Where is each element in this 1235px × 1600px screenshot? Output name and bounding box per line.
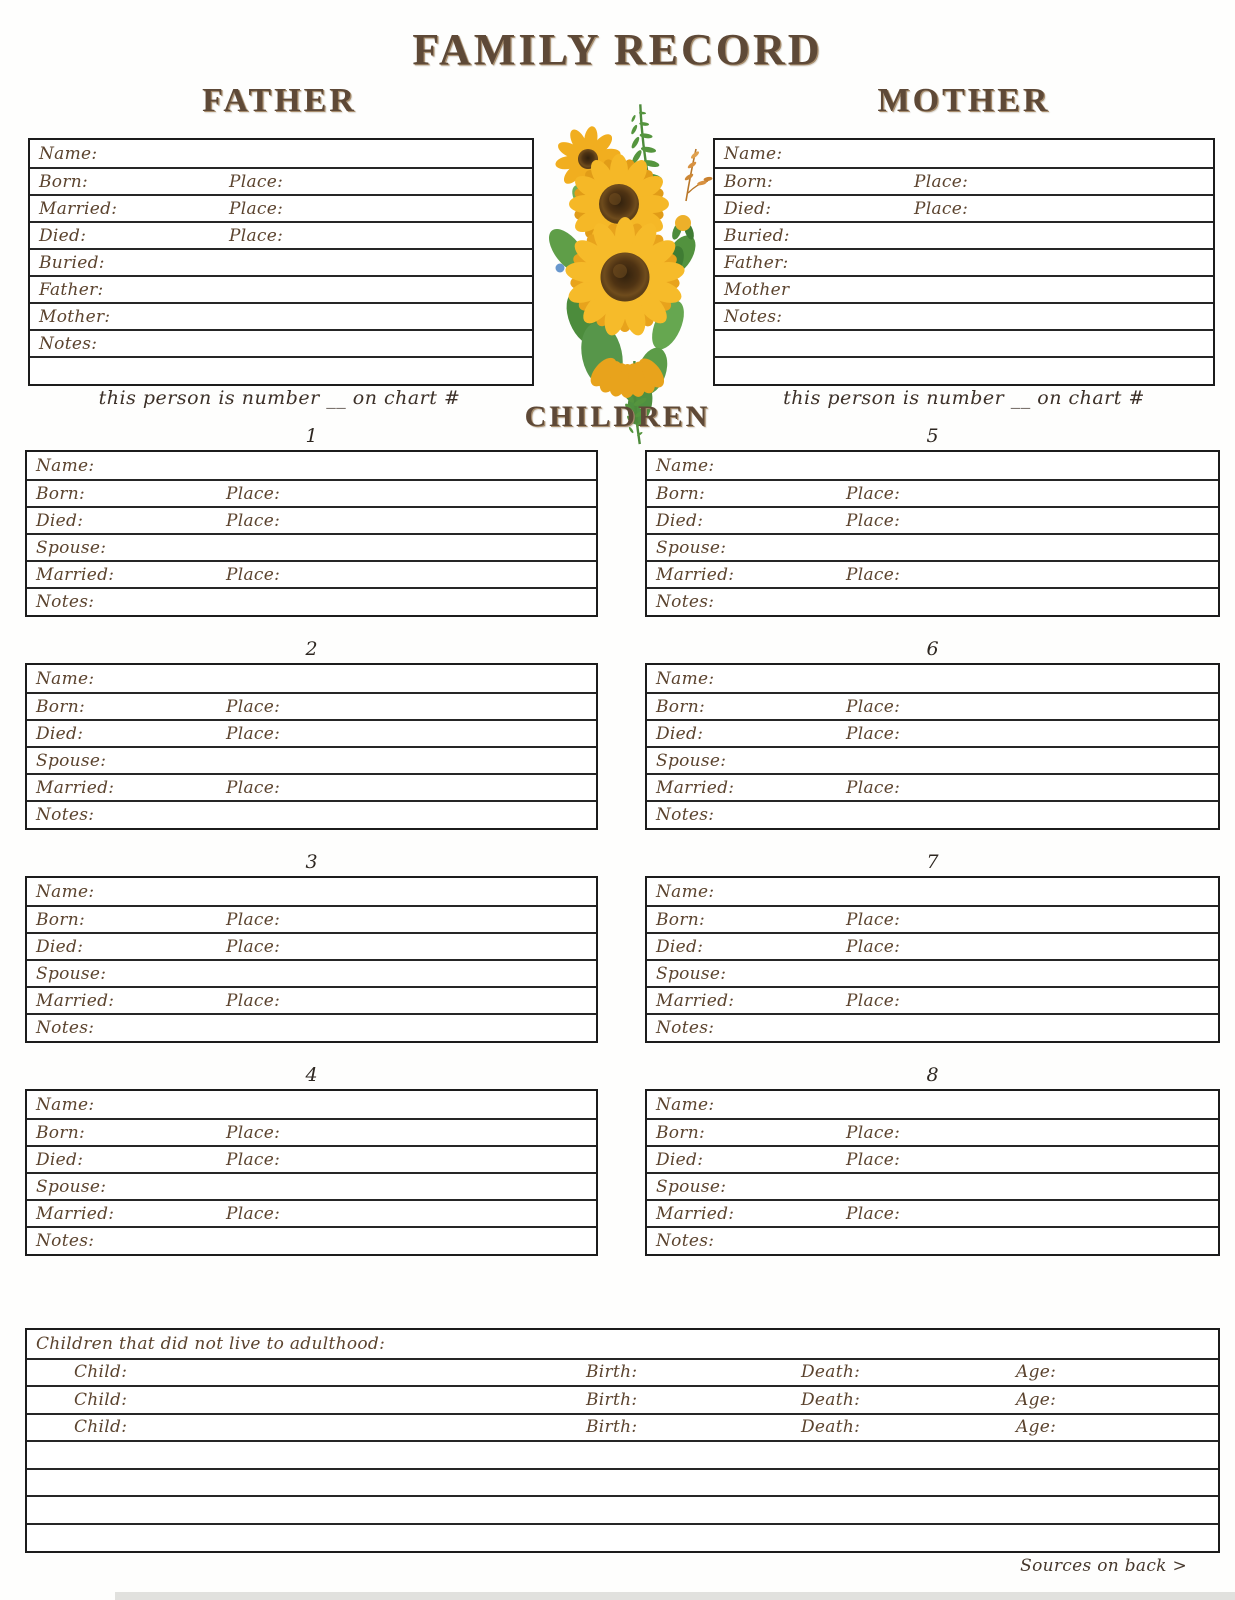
child-record-rows [645,1089,1220,1256]
field-label: Spouse: [656,1176,727,1197]
field-label: Place: [226,990,281,1011]
father-heading: FATHER [202,82,357,119]
field-label: Place: [226,723,281,744]
form-row [715,221,1213,248]
field-label: Married: [656,990,735,1011]
form-row [715,140,1213,167]
field-label: Died: [39,225,87,246]
form-row [27,905,596,932]
field-label: Born: [656,696,706,717]
form-row [647,1145,1218,1172]
mother-record-box [713,138,1215,386]
field-label: Born: [36,483,86,504]
field-label: Death: [801,1389,861,1410]
page-title: FAMILY RECORD [412,25,823,74]
form-row [27,878,596,905]
field-label: Notes: [36,804,95,825]
orange-sprig [684,149,713,201]
field-label: Notes: [656,591,715,612]
form-row [27,479,596,506]
child-record-rows [645,663,1220,830]
form-row [715,302,1213,329]
form-row [27,1330,1218,1358]
field-label: Age: [1016,1362,1057,1383]
field-label: Notes: [36,1230,95,1251]
field-label: Married: [36,1203,115,1224]
field-label: Notes: [656,1017,715,1038]
form-row [647,932,1218,959]
field-label: Name: [724,143,783,164]
form-row [647,773,1218,800]
field-label: Spouse: [656,537,727,558]
field-label: Place: [846,696,901,717]
field-label: Place: [229,225,284,246]
form-row [30,167,532,194]
form-row [27,1091,596,1118]
field-label: Place: [226,696,281,717]
field-label: Born: [656,1122,706,1143]
form-row [715,329,1213,356]
child-record-box-2 [25,638,598,830]
field-label: Married: [656,1203,735,1224]
form-row [647,587,1218,614]
child-number: 8 [926,1064,939,1086]
field-label: Married: [36,990,115,1011]
form-row [27,1523,1218,1551]
field-label: Place: [226,1203,281,1224]
form-row [715,356,1213,383]
field-label: Died: [656,510,704,531]
field-label: Notes: [724,306,783,327]
field-label: Birth: [586,1389,638,1410]
form-row [27,1199,596,1226]
form-row [27,1468,1218,1496]
form-row [27,959,596,986]
child-number: 4 [305,1064,318,1086]
field-label: Name: [36,455,95,476]
field-label: Place: [846,990,901,1011]
children-heading: CHILDREN [524,400,711,433]
form-row [647,800,1218,827]
field-label: Spouse: [656,963,727,984]
field-label: Place: [226,1149,281,1170]
field-label: Mother [724,279,790,300]
field-label: Married: [656,564,735,585]
form-row [647,1199,1218,1226]
form-row [27,746,596,773]
field-label: Married: [656,777,735,798]
form-row [647,986,1218,1013]
form-row [647,746,1218,773]
field-label: Place: [846,909,901,930]
sunflower-bouquet-illustration [540,103,715,450]
child-record-rows [25,450,598,617]
field-label: Place: [226,564,281,585]
field-label: Death: [801,1362,861,1383]
child-number: 1 [305,425,318,447]
field-label: Born: [724,171,774,192]
form-row [27,1013,596,1040]
field-label: Name: [656,668,715,689]
field-label: Buried: [39,252,105,273]
field-label: Place: [846,723,901,744]
field-label: Name: [656,1094,715,1115]
form-row [27,665,596,692]
field-label: Name: [656,881,715,902]
form-row [715,194,1213,221]
form-row [27,452,596,479]
field-label: Child: [74,1417,128,1438]
form-row [27,692,596,719]
child-record-box-1 [25,425,598,617]
child-record-rows [25,663,598,830]
field-label: Born: [36,696,86,717]
field-label: Place: [226,909,281,930]
field-label: Father: [39,279,104,300]
form-row [715,167,1213,194]
form-row [27,506,596,533]
form-row [30,356,532,383]
deceased-children-box [25,1328,1220,1553]
field-label: Married: [36,564,115,585]
field-label: Married: [36,777,115,798]
form-row [27,1358,1218,1386]
field-label: Mother: [39,306,111,327]
field-label: Place: [226,936,281,957]
field-label: Name: [39,143,98,164]
child-number: 3 [305,851,318,873]
form-row [647,1172,1218,1199]
form-row [27,773,596,800]
form-row [27,1495,1218,1523]
field-label: Children that did not live to adulthood: [36,1333,386,1354]
field-label: Father: [724,252,789,273]
child-record-box-3 [25,851,598,1043]
field-label: Place: [914,171,969,192]
child-record-rows [645,876,1220,1043]
field-label: Spouse: [36,750,107,771]
child-record-box-8 [645,1064,1220,1256]
field-label: Buried: [724,225,790,246]
child-record-rows [25,876,598,1043]
field-label: Birth: [586,1417,638,1438]
field-label: Name: [656,455,715,476]
form-row [647,692,1218,719]
form-row [27,1172,596,1199]
form-row [27,1413,1218,1441]
field-label: Spouse: [36,963,107,984]
field-label: Spouse: [656,750,727,771]
form-row [27,719,596,746]
field-label: Died: [656,936,704,957]
child-number: 2 [305,638,318,660]
field-label: Birth: [586,1362,638,1383]
child-number: 6 [926,638,939,660]
field-label: Born: [39,171,89,192]
field-label: Place: [846,1203,901,1224]
field-label: Notes: [656,1230,715,1251]
field-label: Name: [36,1094,95,1115]
form-row [647,1091,1218,1118]
field-label: Place: [914,198,969,219]
father-record-box [28,138,534,386]
form-row [30,248,532,275]
field-label: Child: [74,1389,128,1410]
form-row [27,1440,1218,1468]
form-row [27,587,596,614]
form-row [647,1226,1218,1253]
field-label: Age: [1016,1417,1057,1438]
form-row [647,1013,1218,1040]
field-label: Spouse: [36,1176,107,1197]
field-label: Born: [656,909,706,930]
scan-edge-artifact [115,1592,1235,1600]
form-row [30,140,532,167]
field-label: Child: [74,1362,128,1383]
form-row [27,932,596,959]
field-label: Place: [226,777,281,798]
form-row [27,1118,596,1145]
field-label: Born: [36,1122,86,1143]
form-row [647,878,1218,905]
child-number: 7 [926,851,939,873]
field-label: Place: [846,564,901,585]
child-record-box-4 [25,1064,598,1256]
form-row [647,1118,1218,1145]
form-row [27,1145,596,1172]
field-label: Born: [36,909,86,930]
form-row [30,302,532,329]
field-label: Place: [846,483,901,504]
field-label: Place: [846,777,901,798]
field-label: Notes: [36,1017,95,1038]
field-label: Died: [724,198,772,219]
field-label: Notes: [39,333,98,354]
form-row [647,560,1218,587]
field-label: Born: [656,483,706,504]
field-label: Place: [226,483,281,504]
form-row [647,452,1218,479]
child-record-rows [645,450,1220,617]
form-row [30,221,532,248]
form-row [647,533,1218,560]
field-label: Place: [229,171,284,192]
child-record-rows [25,1089,598,1256]
field-label: Died: [36,723,84,744]
field-label: Notes: [36,591,95,612]
form-row [27,560,596,587]
form-row [30,275,532,302]
field-label: Place: [229,198,284,219]
sources-note: Sources on back > [1020,1556,1187,1576]
field-label: Spouse: [36,537,107,558]
field-label: Place: [846,1149,901,1170]
field-label: Married: [39,198,118,219]
field-label: Place: [226,1122,281,1143]
form-row [715,248,1213,275]
form-row [27,1226,596,1253]
field-label: Died: [36,936,84,957]
form-row [647,665,1218,692]
field-label: Name: [36,668,95,689]
field-label: Notes: [656,804,715,825]
child-record-box-6 [645,638,1220,830]
field-label: Died: [656,1149,704,1170]
form-row [647,719,1218,746]
field-label: Death: [801,1417,861,1438]
field-label: Died: [656,723,704,744]
field-label: Place: [846,510,901,531]
child-number: 5 [926,425,939,447]
form-row [647,959,1218,986]
form-row [647,905,1218,932]
mother-heading: MOTHER [877,82,1051,119]
form-row [30,194,532,221]
field-label: Died: [36,510,84,531]
form-row [27,533,596,560]
form-row [647,506,1218,533]
form-row [27,986,596,1013]
form-row [30,329,532,356]
field-label: Place: [846,936,901,957]
field-label: Age: [1016,1389,1057,1410]
mother-chart-note: this person is number __ on chart # [783,387,1145,409]
field-label: Place: [226,510,281,531]
child-record-box-5 [645,425,1220,617]
form-row [27,1385,1218,1413]
form-row [27,800,596,827]
form-row [647,479,1218,506]
child-record-box-7 [645,851,1220,1043]
field-label: Died: [36,1149,84,1170]
father-chart-note: this person is number __ on chart # [98,387,461,409]
field-label: Name: [36,881,95,902]
form-row [715,275,1213,302]
field-label: Place: [846,1122,901,1143]
